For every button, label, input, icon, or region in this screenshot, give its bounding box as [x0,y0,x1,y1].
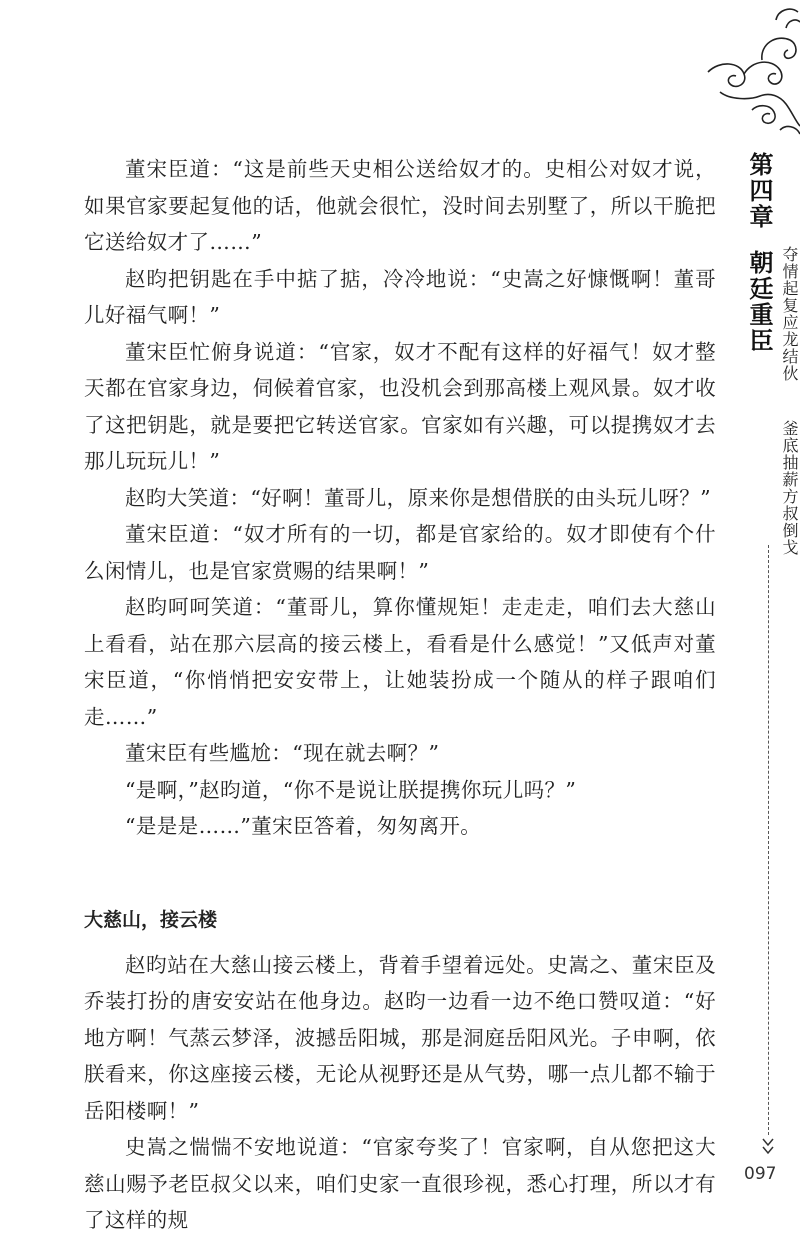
paragraph: “是是是……”董宋臣答着，匆匆离开。 [125,814,482,838]
paragraph: 赵昀站在大慈山接云楼上，背着手望着远处。史嵩之、董宋臣及乔装打扮的唐安安站在他身边。赵昀一边看一边不绝口赞叹道：“好地方啊！气蒸云梦泽，波撼岳阳城，那是洞庭岳阳风光。子申啊，依朕看来，你这座接云楼，无论从视野还是从气势，哪一点儿都不输于岳阳楼啊！” [84,952,716,1123]
margin-divider [768,545,769,1135]
chapter-subtitle-part1: 夺情起复应龙结伙 [780,246,799,382]
paragraph: 董宋臣道：“这是前些天史相公送给奴才的。史相公对奴才说，如果官家要起复他的话，他就会很忙，没时间去别墅了，所以干脆把它送给奴才了……” [84,157,716,254]
chapter-title: 朝廷重臣 [745,250,774,354]
page-number: 097 [744,1164,777,1184]
chevron-down-icon [758,1136,778,1160]
paragraph: 董宋臣忙俯身说道：“官家，奴才不配有这样的好福气！奴才整天都在官家身边，伺候着官家，也没机会到那高楼上观风景。奴才收了这把钥匙，就是要把它转送官家。官家如有兴趣，可以提携奴才去那儿玩玩儿！” [84,339,716,473]
chapter-number: 第四章 [745,152,774,230]
text-body [84,151,716,1239]
paragraph: 史嵩之惴惴不安地说道：“官家夸奖了！官家啊，自从您把这大慈山赐予老臣叔父以来，咱们史家一直很珍视，悉心打理，所以才有了这样的规 [84,1135,716,1232]
cloud-ornament-icon [700,0,800,160]
paragraph: “是啊，”赵昀道，“你不是说让朕提携你玩儿吗？” [125,777,577,802]
paragraph: 赵昀大笑道：“好啊！董哥儿，原来你是想借朕的由头玩儿呀？” [125,485,712,510]
chapter-subtitle-part2: 釜底抽薪方叔倒戈 [780,420,799,556]
paragraph: 赵昀呵呵笑道：“董哥儿，算你懂规矩！走走走，咱们去大慈山上看看，站在那六层高的接云楼上，看看是什么感觉！”又低声对董宋臣道，“你悄悄把安安带上，让她装扮成一个随从的样子跟咱们走……” [84,595,716,729]
paragraph: 董宋臣道：“奴才所有的一切，都是官家给的。奴才即使有个什么闲情儿，也是官家赏赐的结果啊！” [84,522,716,583]
section-title: 大慈山，接云楼 [84,908,218,931]
paragraph: 董宋臣有些尴尬：“现在就去啊？” [125,741,440,765]
paragraph: 赵昀把钥匙在手中掂了掂，冷冷地说：“史嵩之好慷慨啊！董哥儿好福气啊！” [84,266,716,327]
